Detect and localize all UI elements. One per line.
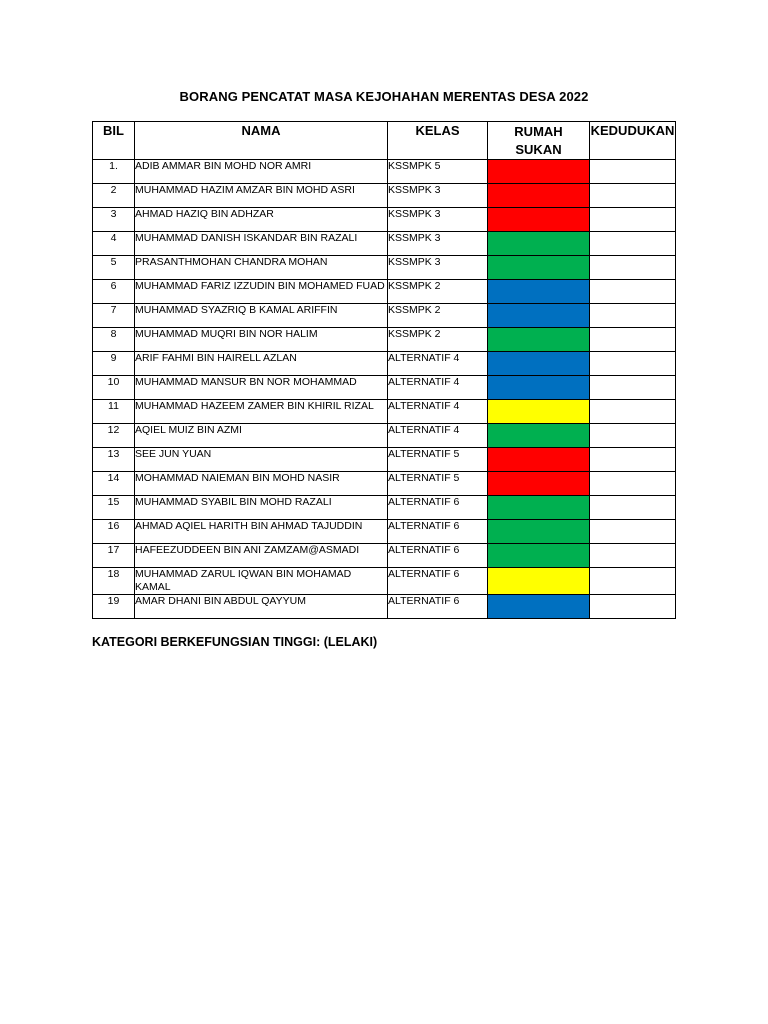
row-nama-cell: HAFEEZUDDEEN BIN ANI ZAMZAM@ASMADI bbox=[135, 544, 388, 568]
row-nama-cell: AMAR DHANI BIN ABDUL QAYYUM bbox=[135, 595, 388, 619]
row-nama-cell: MUHAMMAD ZARUL IQWAN BIN MOHAMAD KAMAL bbox=[135, 568, 388, 595]
row-nama-cell: MUHAMMAD MANSUR BN NOR MOHAMMAD bbox=[135, 376, 388, 400]
table-row bbox=[93, 568, 676, 595]
row-rumah-sukan-cell bbox=[488, 520, 590, 544]
table-row bbox=[93, 160, 676, 184]
row-kelas-cell: ALTERNATIF 4 bbox=[388, 352, 488, 376]
row-kedudukan-cell bbox=[590, 304, 676, 328]
row-kedudukan-cell bbox=[590, 400, 676, 424]
header-kedudukan: KEDUDUKAN bbox=[590, 122, 676, 160]
row-kedudukan-cell bbox=[590, 160, 676, 184]
row-kelas-cell: ALTERNATIF 6 bbox=[388, 520, 488, 544]
row-kedudukan-cell bbox=[590, 568, 676, 595]
table-row bbox=[93, 208, 676, 232]
row-kelas-cell: ALTERNATIF 6 bbox=[388, 496, 488, 520]
header-rumah-line1: RUMAH bbox=[514, 124, 563, 139]
row-kelas-cell: ALTERNATIF 4 bbox=[388, 376, 488, 400]
row-kedudukan-cell bbox=[590, 424, 676, 448]
row-bil-cell: 4 bbox=[93, 232, 135, 256]
table-row bbox=[93, 424, 676, 448]
table-row bbox=[93, 496, 676, 520]
row-kelas-cell: ALTERNATIF 5 bbox=[388, 448, 488, 472]
row-kelas-cell: KSSMPK 2 bbox=[388, 328, 488, 352]
row-kelas-cell: KSSMPK 3 bbox=[388, 232, 488, 256]
row-kedudukan-cell bbox=[590, 496, 676, 520]
row-nama-cell: PRASANTHMOHAN CHANDRA MOHAN bbox=[135, 256, 388, 280]
table-row bbox=[93, 256, 676, 280]
row-rumah-sukan-cell bbox=[488, 448, 590, 472]
row-bil-cell: 19 bbox=[93, 595, 135, 619]
row-rumah-sukan-cell bbox=[488, 595, 590, 619]
header-kelas: KELAS bbox=[388, 122, 488, 160]
header-rumah-line2: SUKAN bbox=[515, 142, 562, 157]
row-rumah-sukan-cell bbox=[488, 568, 590, 595]
row-rumah-sukan-cell bbox=[488, 496, 590, 520]
row-kelas-cell: ALTERNATIF 4 bbox=[388, 400, 488, 424]
row-rumah-sukan-cell bbox=[488, 232, 590, 256]
row-nama-cell: AQIEL MUIZ BIN AZMI bbox=[135, 424, 388, 448]
row-kelas-cell: KSSMPK 2 bbox=[388, 304, 488, 328]
row-rumah-sukan-cell bbox=[488, 472, 590, 496]
row-nama-cell: MUHAMMAD SYAZRIQ B KAMAL ARIFFIN bbox=[135, 304, 388, 328]
row-rumah-sukan-cell bbox=[488, 400, 590, 424]
row-kedudukan-cell bbox=[590, 232, 676, 256]
row-rumah-sukan-cell bbox=[488, 280, 590, 304]
row-nama-cell: MOHAMMAD NAIEMAN BIN MOHD NASIR bbox=[135, 472, 388, 496]
row-kedudukan-cell bbox=[590, 256, 676, 280]
row-rumah-sukan-cell bbox=[488, 376, 590, 400]
row-nama-cell: MUHAMMAD FARIZ IZZUDIN BIN MOHAMED FUAD bbox=[135, 280, 388, 304]
row-rumah-sukan-cell bbox=[488, 208, 590, 232]
row-nama-cell: SEE JUN YUAN bbox=[135, 448, 388, 472]
table-row bbox=[93, 400, 676, 424]
row-bil-cell: 18 bbox=[93, 568, 135, 595]
table-row bbox=[93, 544, 676, 568]
row-kedudukan-cell bbox=[590, 472, 676, 496]
row-nama-cell: MUHAMMAD HAZIM AMZAR BIN MOHD ASRI bbox=[135, 184, 388, 208]
table-row bbox=[93, 304, 676, 328]
row-rumah-sukan-cell bbox=[488, 184, 590, 208]
document-title: BORANG PENCATAT MASA KEJOHAHAN MERENTAS DESA 2022 bbox=[179, 89, 589, 104]
row-kelas-cell: KSSMPK 3 bbox=[388, 184, 488, 208]
row-rumah-sukan-cell bbox=[488, 328, 590, 352]
row-kedudukan-cell bbox=[590, 520, 676, 544]
table-row bbox=[93, 352, 676, 376]
row-kedudukan-cell bbox=[590, 595, 676, 619]
row-bil-cell: 9 bbox=[93, 352, 135, 376]
table-row bbox=[93, 520, 676, 544]
row-bil-cell: 12 bbox=[93, 424, 135, 448]
row-kelas-cell: ALTERNATIF 4 bbox=[388, 424, 488, 448]
row-bil-cell: 10 bbox=[93, 376, 135, 400]
row-bil-cell: 8 bbox=[93, 328, 135, 352]
row-rumah-sukan-cell bbox=[488, 352, 590, 376]
row-kedudukan-cell bbox=[590, 208, 676, 232]
row-rumah-sukan-cell bbox=[488, 304, 590, 328]
row-bil-cell: 3 bbox=[93, 208, 135, 232]
row-bil-cell: 5 bbox=[93, 256, 135, 280]
row-kelas-cell: KSSMPK 3 bbox=[388, 208, 488, 232]
row-rumah-sukan-cell bbox=[488, 256, 590, 280]
table-row bbox=[93, 280, 676, 304]
row-kedudukan-cell bbox=[590, 328, 676, 352]
table-row bbox=[93, 376, 676, 400]
table-row bbox=[93, 595, 676, 619]
row-bil-cell: 7 bbox=[93, 304, 135, 328]
row-nama-cell: ARIF FAHMI BIN HAIRELL AZLAN bbox=[135, 352, 388, 376]
row-kedudukan-cell bbox=[590, 184, 676, 208]
row-bil-cell: 1. bbox=[93, 160, 135, 184]
row-nama-cell: AHMAD AQIEL HARITH BIN AHMAD TAJUDDIN bbox=[135, 520, 388, 544]
row-kedudukan-cell bbox=[590, 352, 676, 376]
row-kelas-cell: ALTERNATIF 6 bbox=[388, 544, 488, 568]
row-kelas-cell: KSSMPK 2 bbox=[388, 280, 488, 304]
row-rumah-sukan-cell bbox=[488, 160, 590, 184]
row-rumah-sukan-cell bbox=[488, 424, 590, 448]
table-header-row bbox=[93, 122, 676, 160]
row-kedudukan-cell bbox=[590, 280, 676, 304]
row-bil-cell: 13 bbox=[93, 448, 135, 472]
row-nama-cell: MUHAMMAD HAZEEM ZAMER BIN KHIRIL RIZAL bbox=[135, 400, 388, 424]
row-bil-cell: 11 bbox=[93, 400, 135, 424]
row-kedudukan-cell bbox=[590, 376, 676, 400]
row-kelas-cell: KSSMPK 3 bbox=[388, 256, 488, 280]
table-row bbox=[93, 232, 676, 256]
header-nama: NAMA bbox=[135, 122, 388, 160]
row-kelas-cell: ALTERNATIF 6 bbox=[388, 568, 488, 595]
table-row bbox=[93, 184, 676, 208]
row-bil-cell: 2 bbox=[93, 184, 135, 208]
row-nama-cell: MUHAMMAD SYABIL BIN MOHD RAZALI bbox=[135, 496, 388, 520]
row-nama-cell: MUHAMMAD DANISH ISKANDAR BIN RAZALI bbox=[135, 232, 388, 256]
table-row bbox=[93, 472, 676, 496]
row-kelas-cell: ALTERNATIF 6 bbox=[388, 595, 488, 619]
timing-record-table bbox=[92, 121, 676, 619]
category-label: KATEGORI BERKEFUNGSIAN TINGGI: (LELAKI) bbox=[92, 635, 378, 649]
table-row bbox=[93, 448, 676, 472]
row-nama-cell: AHMAD HAZIQ BIN ADHZAR bbox=[135, 208, 388, 232]
row-kelas-cell: ALTERNATIF 5 bbox=[388, 472, 488, 496]
row-bil-cell: 16 bbox=[93, 520, 135, 544]
header-bil: BIL bbox=[93, 122, 135, 160]
row-kelas-cell: KSSMPK 5 bbox=[388, 160, 488, 184]
table-row bbox=[93, 328, 676, 352]
row-bil-cell: 17 bbox=[93, 544, 135, 568]
row-rumah-sukan-cell bbox=[488, 544, 590, 568]
row-bil-cell: 15 bbox=[93, 496, 135, 520]
row-bil-cell: 14 bbox=[93, 472, 135, 496]
header-rumah-sukan bbox=[488, 122, 590, 160]
row-nama-cell: ADIB AMMAR BIN MOHD NOR AMRI bbox=[135, 160, 388, 184]
row-kedudukan-cell bbox=[590, 448, 676, 472]
row-bil-cell: 6 bbox=[93, 280, 135, 304]
row-nama-cell: MUHAMMAD MUQRI BIN NOR HALIM bbox=[135, 328, 388, 352]
row-kedudukan-cell bbox=[590, 544, 676, 568]
